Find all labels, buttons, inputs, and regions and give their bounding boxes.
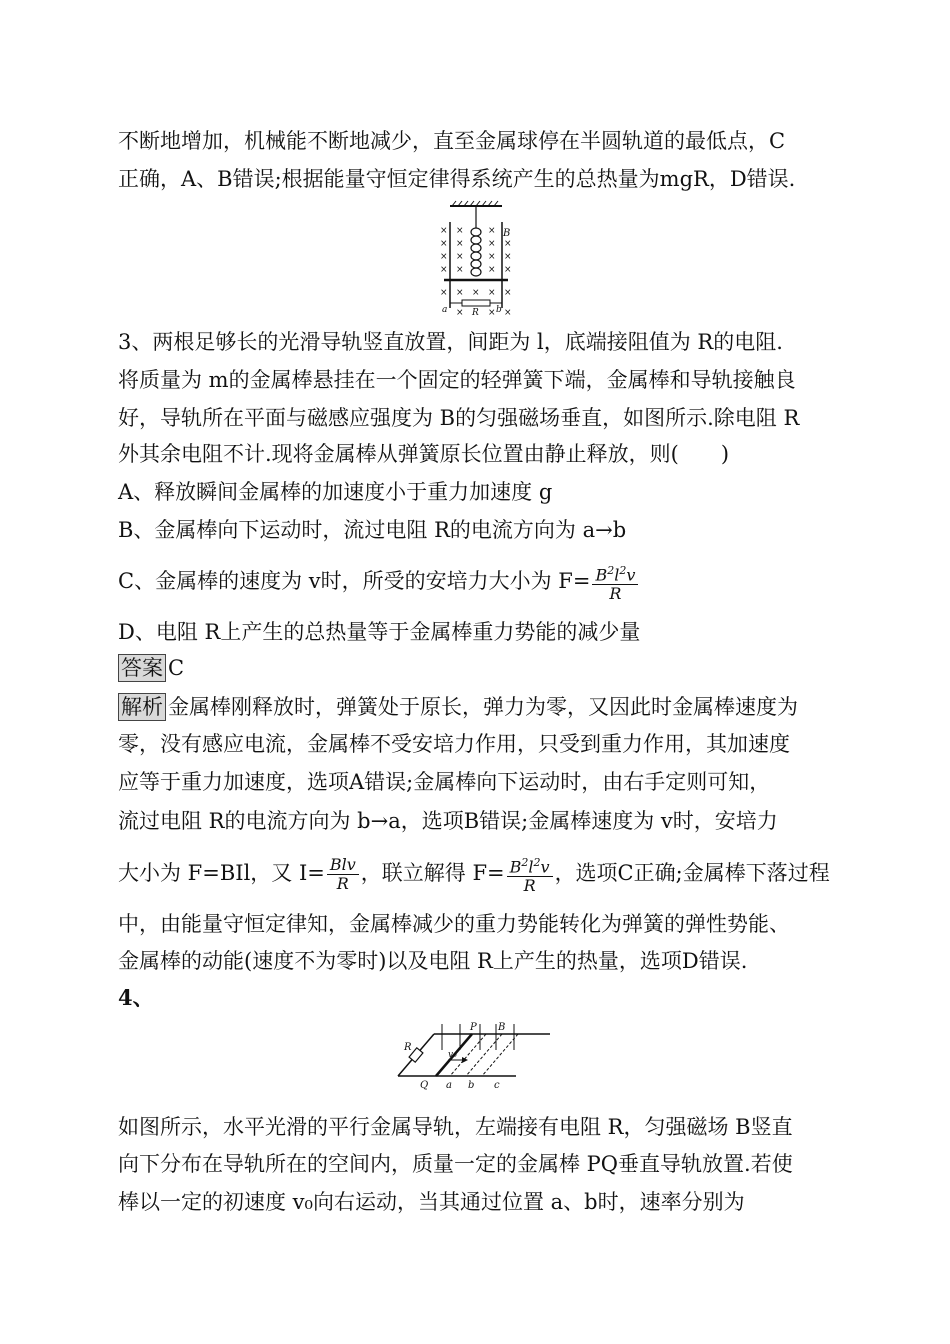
figure2-label-B: B	[498, 1022, 506, 1033]
svg-text:×: ×	[440, 226, 448, 236]
analysis-tag: 解析	[118, 693, 166, 721]
figure1-label-a: a	[442, 305, 448, 315]
q4-stem-1: 如图所示，水平光滑的平行金属导轨，左端接有电阻 R，匀强磁场 B竖直	[118, 1115, 793, 1139]
solved-force-fraction: $\frac{B^2l^2v}{R}$	[507, 854, 553, 895]
figure2-label-R: R	[404, 1042, 412, 1053]
q3-analysis-2: 零，没有感应电流，金属棒不受安培力作用，只受到重力作用，其加速度	[118, 732, 790, 756]
svg-text:×: ×	[456, 288, 464, 298]
q4-stem-2: 向下分布在导轨所在的空间内，质量一定的金属棒 PQ垂直导轨放置.若使	[118, 1152, 793, 1176]
q3-analysis-7: 金属棒的动能(速度不为零时)以及电阻 R上产生的热量，选项D错误.	[118, 949, 748, 973]
figure1-label-B: B	[503, 228, 511, 239]
svg-text:×: ×	[504, 252, 512, 262]
spring-rail-figure	[436, 200, 516, 318]
svg-text:×: ×	[456, 252, 464, 262]
svg-text:×: ×	[488, 239, 496, 249]
svg-text:×: ×	[456, 308, 464, 318]
figure2-label-v0: v₀	[448, 1050, 457, 1060]
svg-text:×: ×	[440, 252, 448, 262]
current-fraction: $\frac{\text{Blv}}{R}$	[327, 856, 359, 893]
q3-analysis-5: 大小为 F=BIl，又 I= $\frac{\text{Blv}}{R}$ ，联立解得 F= $\frac{B^2l^2v}{R}$ ，选项C正确;金属棒下落过程	[118, 855, 830, 896]
q3-analysis-1: 解析 金属棒刚释放时，弹簧处于原长，弹力为零，又因此时金属棒速度为	[118, 692, 798, 722]
figure1-label-R: R	[472, 308, 479, 318]
figure2-label-P: P	[470, 1022, 477, 1033]
svg-text:×: ×	[440, 265, 448, 275]
svg-text:×: ×	[504, 239, 512, 249]
q3-analysis-6: 中，由能量守恒定律知，金属棒减少的重力势能转化为弹簧的弹性势能、	[118, 912, 790, 936]
q3-answer	[118, 653, 184, 683]
prev-solution-line-2: 正确，A、B错误;根据能量守恒定律得系统产生的总热量为mgR，D错误.	[118, 167, 796, 191]
q3-stem-1: 3、两根足够长的光滑导轨竖直放置，间距为 l，底端接阻值为 R的电阻.	[118, 330, 783, 354]
q3-option-d: D、电阻 R上产生的总热量等于金属棒重力势能的减少量	[118, 620, 641, 644]
q3-option-c	[118, 562, 640, 603]
figure2-label-b: b	[468, 1080, 475, 1091]
svg-text:×: ×	[488, 252, 496, 262]
q3-analysis-4: 流过电阻 R的电流方向为 b→a，选项B错误;金属棒速度为 v时，安培力	[118, 809, 778, 833]
figure2-label-a: a	[446, 1080, 452, 1091]
svg-text:×: ×	[440, 239, 448, 249]
svg-text:×: ×	[456, 265, 464, 275]
svg-text:×: ×	[488, 226, 496, 236]
svg-text:×: ×	[488, 288, 496, 298]
svg-text:×: ×	[488, 265, 496, 275]
figure2-label-c: c	[494, 1080, 500, 1091]
svg-text:×: ×	[472, 288, 480, 298]
ampere-force-fraction: $\frac{B^2l^2v}{R}$	[592, 562, 638, 603]
svg-text:×: ×	[440, 288, 448, 298]
q3-stem-3: 好，导轨所在平面与磁感应强度为 B的匀强磁场垂直，如图所示.除电阻 R	[118, 406, 800, 430]
prev-solution-line-1: 不断地增加，机械能不断地减少，直至金属球停在半圆轨道的最低点，C	[118, 129, 786, 153]
svg-text:×: ×	[488, 308, 496, 318]
q3-stem-2: 将质量为 m的金属棒悬挂在一个固定的轻弹簧下端，金属棒和导轨接触良	[118, 368, 796, 392]
horizontal-rail-figure	[390, 1020, 560, 1092]
svg-text:×: ×	[456, 226, 464, 236]
svg-text:×: ×	[504, 308, 512, 318]
q3-analysis-3: 应等于重力加速度，选项A错误;金属棒向下运动时，由右手定则可知，	[118, 770, 771, 794]
figure2-label-Q: Q	[420, 1080, 429, 1091]
answer-tag: 答案	[118, 654, 166, 682]
q3-option-b: B、金属棒向下运动时，流过电阻 R的电流方向为 a→b	[118, 518, 627, 542]
q4-number: 4、	[118, 985, 154, 1010]
svg-text:×: ×	[504, 288, 512, 298]
answer-value: C	[168, 656, 185, 680]
q3-option-a: A、释放瞬间金属棒的加速度小于重力加速度 g	[118, 480, 553, 504]
q4-stem-3: 棒以一定的初速度 v₀向右运动，当其通过位置 a、b时，速率分别为	[118, 1190, 745, 1214]
svg-text:×: ×	[504, 265, 512, 275]
figure1-label-b: b	[496, 305, 502, 315]
q3-option-c-text: C、金属棒的速度为 v时，所受的安培力大小为 F=	[118, 569, 591, 594]
q3-stem-4: 外其余电阻不计.现将金属棒从弹簧原长位置由静止释放，则( )	[118, 442, 730, 466]
svg-text:×: ×	[456, 239, 464, 249]
